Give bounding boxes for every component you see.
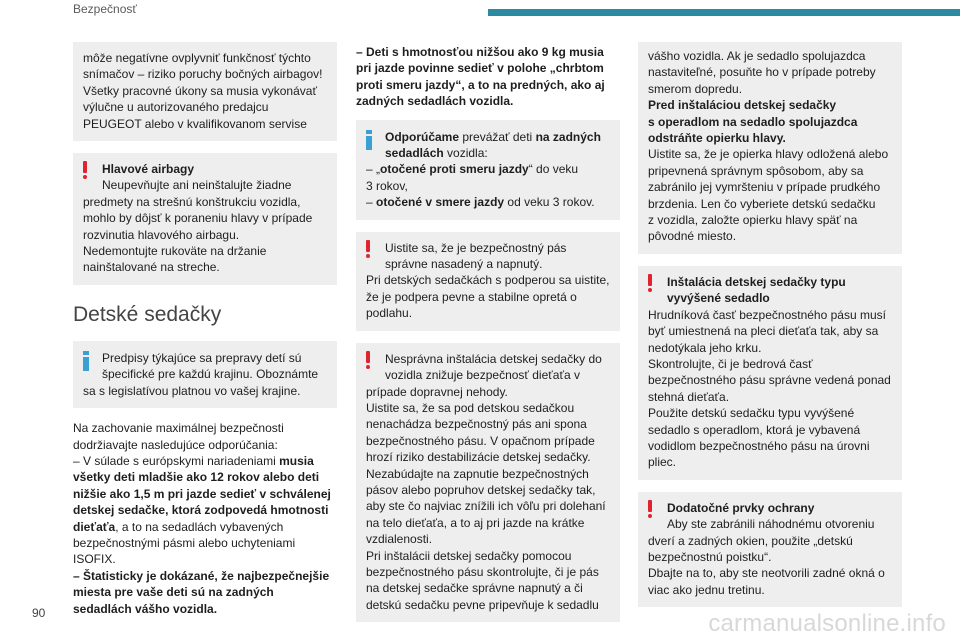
text-line: Uistite sa, že je bezpečnostný pás bbox=[385, 240, 567, 255]
text-line: nainštalované na streche. bbox=[83, 260, 220, 275]
text-line: Uistite sa, že sa pod detskou sedačkou bbox=[366, 400, 575, 415]
text-line: pliec. bbox=[648, 455, 677, 470]
text-line: bezpečnostného pásu správne vedená ponad bbox=[648, 373, 891, 388]
text-line: bezpečnostného pásu skontrolujte, či je pás bbox=[366, 564, 599, 579]
text-line: na detskej sedačke správne napnutý a či bbox=[366, 581, 583, 596]
text-line: viac ako jednu tretinu. bbox=[648, 582, 765, 597]
text-line: – otočené v smere jazdy od veku 3 rokov. bbox=[366, 195, 595, 210]
text-line: výlučne u autorizovaného predajcu bbox=[83, 100, 269, 115]
text-line: aby ste čo najviac znížili ich vôľu pri dolehaní bbox=[366, 499, 606, 514]
text-line: zadných sedadlách vozidla. bbox=[356, 94, 514, 109]
text-line: ISOFIX. bbox=[73, 552, 116, 567]
text-line: miesta pre vaše deti sú na zadných bbox=[73, 585, 274, 600]
text-line: pripevnená správnym spôsobom, aby sa bbox=[648, 163, 864, 178]
text-line: sa s legislatívou platnou vo vašej krajine. bbox=[83, 383, 301, 398]
warning-title: Hlavové airbagy bbox=[102, 162, 195, 177]
info-icon bbox=[82, 351, 90, 371]
column-2 bbox=[356, 44, 620, 634]
text-line: bezpečnostného pásu. V opačnom prípade bbox=[366, 433, 595, 448]
warning-icon bbox=[647, 274, 653, 292]
text-line: správne nasadený a napnutý. bbox=[385, 257, 543, 272]
text-line: bezpečnostnú poistku“. bbox=[648, 549, 772, 564]
info-box-recommendation bbox=[356, 120, 620, 220]
text-line: byť umiestnená na pleci dieťaťa tak, aby sa bbox=[648, 324, 879, 339]
text-line: stehná dieťaťa. bbox=[648, 389, 730, 404]
text-line: sedadlách vozidla: bbox=[385, 146, 488, 161]
warning-icon bbox=[647, 500, 653, 518]
warning-icon bbox=[365, 351, 371, 369]
info-icon bbox=[365, 130, 373, 150]
text-line: Nezabúdajte na zapnutie bezpečnostných bbox=[366, 466, 589, 481]
text-line: Pri detských sedačkách s podperou sa uistite, bbox=[366, 273, 610, 288]
text-line: špecifické pre každú krajinu. Oboznámte bbox=[102, 367, 319, 382]
belt-tension-warning-box bbox=[356, 232, 620, 331]
text-line: PEUGEOT alebo v kvalifikovanom servise bbox=[83, 116, 307, 131]
text-line: Na zachovanie maximálnej bezpečnosti bbox=[73, 421, 284, 436]
recommendations-paragraph bbox=[73, 420, 337, 617]
text-line: Uistite sa, že je opierka hlavy odložená alebo bbox=[648, 147, 889, 162]
warning-title: vyvýšené sedadlo bbox=[667, 291, 770, 306]
text-line: vzdialenosti. bbox=[366, 532, 433, 547]
text-line: Všetky pracovné úkony sa musia vykonávať bbox=[83, 83, 317, 98]
text-line: Aby ste zabránili náhodnému otvoreniu bbox=[667, 517, 875, 532]
text-line: Dbajte na to, aby ste neotvorili zadné okná o bbox=[648, 566, 885, 581]
watermark: carmanualsonline.info bbox=[708, 610, 946, 637]
child-lock-warning-box bbox=[638, 492, 902, 607]
text-line: mohlo by dôjsť k poraneniu hlavy v prípade bbox=[83, 211, 313, 226]
text-line: predmety na strešnú konštrukciu vozidla, bbox=[83, 194, 301, 209]
header-accent-bar bbox=[488, 9, 960, 16]
warning-title: Inštalácia detskej sedačky typu bbox=[667, 274, 846, 289]
text-line: 3 rokov, bbox=[366, 178, 408, 193]
text-line: dverí a zadných okien, použite „detskú bbox=[648, 533, 853, 548]
column-1 bbox=[73, 42, 337, 617]
text-line: Pred inštaláciou detskej sedačky bbox=[648, 98, 837, 113]
text-line: – Štatisticky je dokázané, že najbezpečnejšie bbox=[73, 568, 330, 583]
head-airbag-warning-box bbox=[73, 153, 337, 285]
section-heading: Detské sedačky bbox=[73, 302, 222, 326]
text-line: detskú sedačku pevne pripevňuje k sedadlu bbox=[366, 597, 599, 612]
text-line: podlahu. bbox=[366, 306, 413, 321]
warning-title: Dodatočné prvky ochrany bbox=[667, 500, 815, 515]
text-line: snímačov – riziko poruchy bočných airbagov! bbox=[83, 67, 323, 82]
headrest-note-box bbox=[638, 42, 902, 254]
text-line: Použite detskú sedačku typu vyvýšené bbox=[648, 406, 855, 421]
sensor-note-box bbox=[73, 42, 337, 141]
text-line: nižšie ako 1,5 m pri jazde sedieť v schválenej bbox=[73, 486, 331, 501]
text-line: s operadlom na sedadlo spolujazdca bbox=[648, 114, 858, 129]
text-line: môže negatívne ovplyvniť funkčnosť týchto bbox=[83, 51, 311, 65]
text-line: smerom dopredu. bbox=[648, 81, 743, 96]
text-line: vášho vozidla. Ak je sedadlo spolujazdca bbox=[648, 49, 866, 63]
text-line: pôvodné miesto. bbox=[648, 229, 737, 244]
text-line: dieťaťa, a to na sedadlách vybavených bbox=[73, 519, 284, 534]
text-line: že je podpera pevne a stabilne opretá o bbox=[366, 289, 577, 304]
weight-paragraph bbox=[356, 44, 620, 110]
text-line: bezpečnostnými pásmi alebo uchyteniami bbox=[73, 535, 296, 550]
text-line: na telo dieťaťa, a to aj pri jazde na krátke bbox=[366, 515, 585, 530]
installation-warning-box bbox=[356, 343, 620, 623]
text-line: proti smeru jazdy“, a to na predných, ako aj bbox=[356, 77, 605, 92]
text-line: nedotýkala jeho krku. bbox=[648, 340, 762, 355]
text-line: rozvinutia hlavového airbagu. bbox=[83, 227, 240, 242]
text-line: brzdenia. Len čo vyberiete detskú sedačku bbox=[648, 196, 876, 211]
text-line: všetky deti mladšie ako 12 rokov alebo deti bbox=[73, 470, 320, 485]
page-number: 90 bbox=[32, 606, 46, 620]
text-line: pásov alebo popruhov detskej sedačky tak, bbox=[366, 482, 596, 497]
text-line: Skontrolujte, či je bedrová časť bbox=[648, 356, 813, 371]
text-line: pri jazde povinne sedieť v polohe „chrbtom bbox=[356, 61, 604, 76]
text-line: – Deti s hmotnosťou nižšou ako 9 kg musia bbox=[356, 45, 604, 59]
text-line: – V súlade s európskymi nariadeniami musia bbox=[73, 453, 314, 468]
column-3 bbox=[638, 42, 902, 619]
text-line: z vozidla, založte opierku hlavy späť na bbox=[648, 213, 858, 228]
text-line: hrozí riziko destabilizácie detskej sedačky. bbox=[366, 450, 591, 465]
text-line: Nedemontujte rukoväte na držanie bbox=[83, 244, 267, 259]
warning-icon bbox=[365, 240, 371, 258]
text-line: prípade dopravnej nehody. bbox=[366, 384, 508, 399]
info-box-legislation bbox=[73, 341, 337, 408]
text-line: Pri inštalácii detskej sedačky pomocou bbox=[366, 548, 572, 563]
text-line: sedadlách vášho vozidla. bbox=[73, 601, 218, 616]
booster-seat-warning-box bbox=[638, 266, 902, 480]
text-line: zabránilo jej vymršteniu v prípade prudkého bbox=[648, 180, 881, 195]
warning-icon bbox=[82, 161, 88, 179]
text-line: Hrudníková časť bezpečnostného pásu musí bbox=[648, 307, 886, 322]
text-line: odstráňte opierku hlavy. bbox=[648, 131, 786, 146]
section-title: Bezpečnosť bbox=[73, 2, 137, 16]
text-line: nastaviteľné, posuňte ho v prípade potreby bbox=[648, 65, 876, 80]
text-line: dodržiavajte nasledujúce odporúčania: bbox=[73, 437, 278, 452]
text-line: Predpisy týkajúce sa prepravy detí sú bbox=[102, 350, 302, 365]
text-line: Neupevňujte ani neinštalujte žiadne bbox=[102, 178, 292, 193]
text-line: vozidla znižuje bezpečnosť dieťaťa v bbox=[385, 368, 580, 383]
text-line: Odporúčame prevážať deti na zadných bbox=[385, 129, 601, 144]
text-line: sedadlo s operadlom, ktorá je vybavená bbox=[648, 422, 861, 437]
text-line: – „otočené proti smeru jazdy“ do veku bbox=[366, 162, 579, 177]
text-line: vodidlom bezpečnostného pásu na úrovni bbox=[648, 438, 870, 453]
text-line: Nesprávna inštalácia detskej sedačky do bbox=[385, 351, 602, 366]
text-line: nenachádza bezpečnostný pás ani spona bbox=[366, 417, 587, 432]
text-line: detskej sedačke, ktorá zodpovedá hmotnosti bbox=[73, 503, 329, 518]
